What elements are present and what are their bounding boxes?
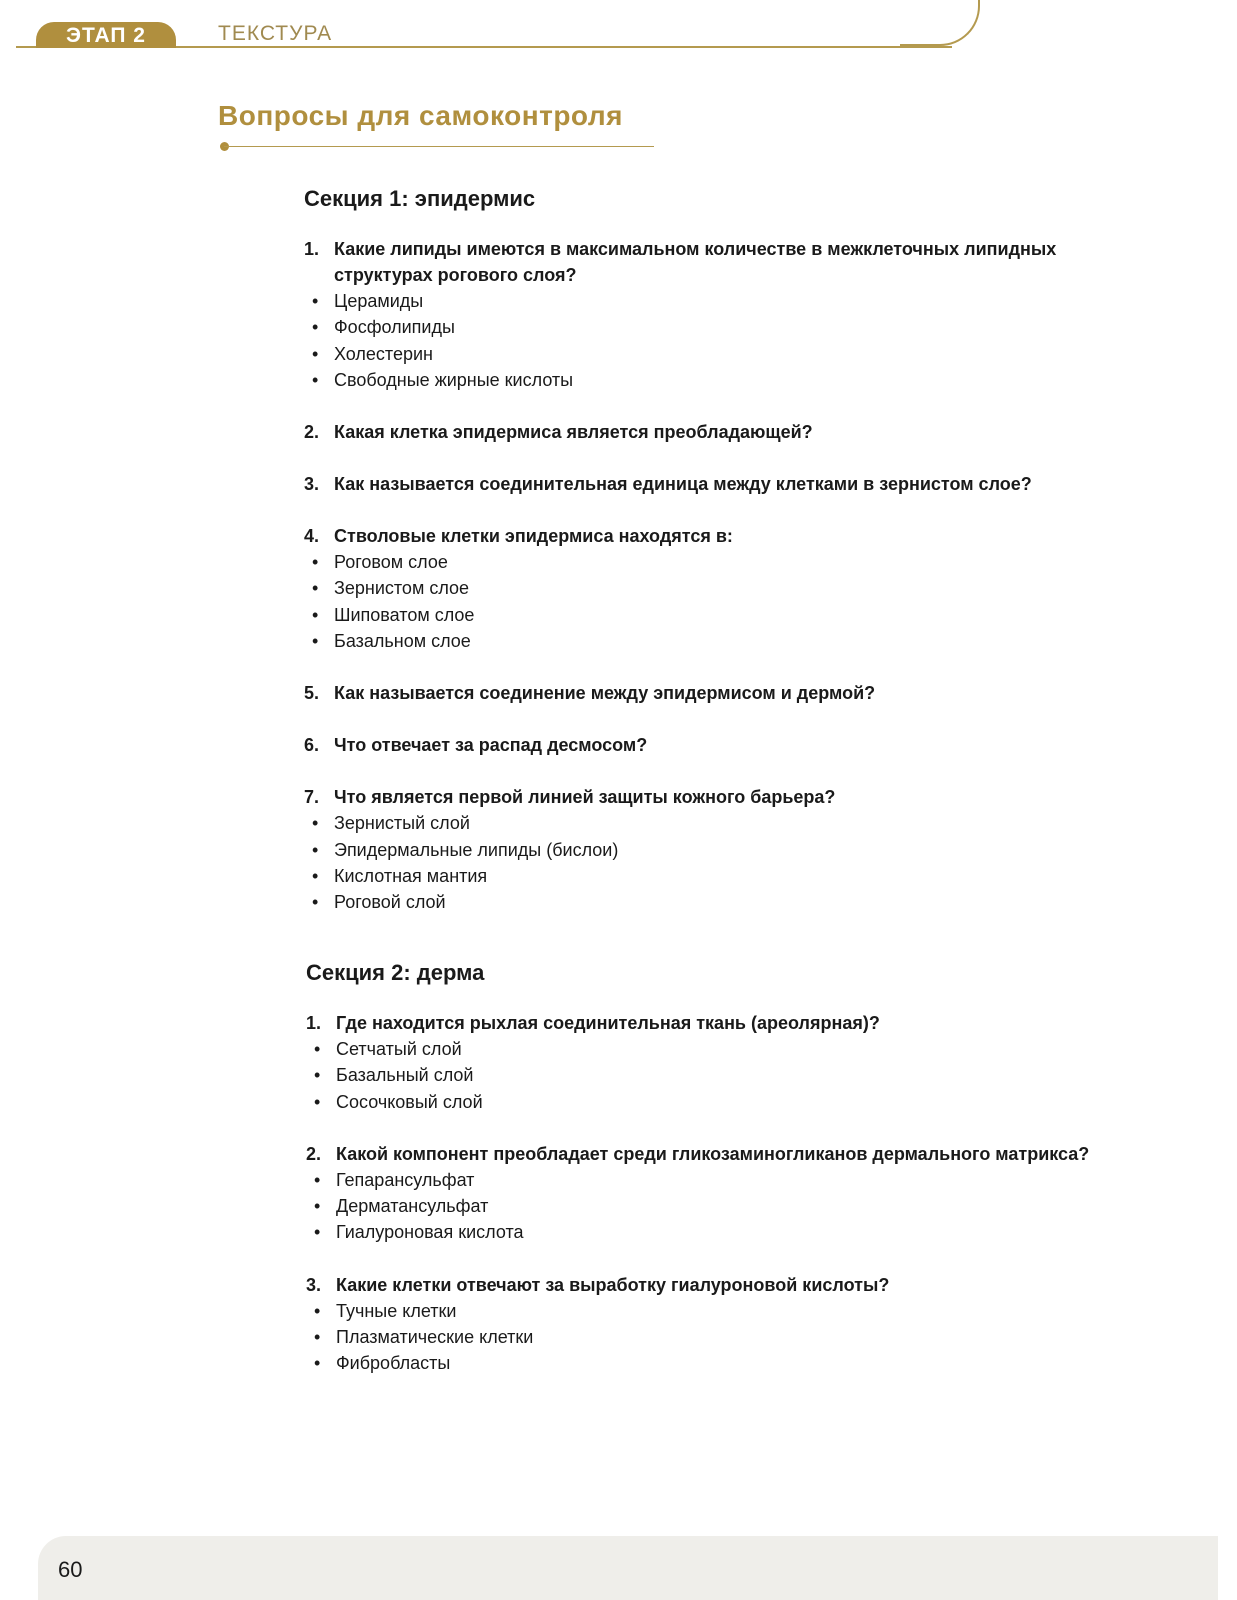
option-item: • Эпидермальные липиды (бислои) <box>312 839 619 860</box>
question-number: 3. <box>304 474 320 495</box>
page-number: 60 <box>58 1557 83 1582</box>
question-number: 5. <box>304 683 320 704</box>
option-list <box>306 1036 1126 1115</box>
question-number: 2. <box>306 1143 322 1164</box>
option-item: • Холестерин <box>312 343 433 364</box>
question-number: 6. <box>304 735 320 756</box>
question-text: Стволовые клетки эпидермиса находятся в: <box>334 526 733 547</box>
section-2 <box>306 958 1126 1377</box>
header-corner-curve <box>900 0 980 46</box>
section-heading: Секция 2: дерма <box>306 960 485 985</box>
option-item: • Свободные жирные кислоты <box>312 369 574 390</box>
option-item: • Базальном слое <box>312 631 471 652</box>
question-text: Какая клетка эпидермиса является преобладающей? <box>334 422 813 443</box>
question-1-3 <box>304 471 1124 497</box>
option-item: • Зернистом слое <box>312 578 470 599</box>
question-text: Какой компонент преобладает среди гликозаминогликанов дермального матрикса? <box>336 1143 1090 1164</box>
option-item: • Сосочковый слой <box>314 1091 483 1112</box>
question-text: Что является первой линией защиты кожного барьера? <box>334 787 836 808</box>
option-item: • Фибробласты <box>314 1353 451 1374</box>
question-number: 3. <box>306 1274 322 1295</box>
question-2-3 <box>306 1272 1126 1377</box>
question-1-2 <box>304 419 1124 445</box>
question-1-1 <box>304 236 1124 393</box>
question-number: 4. <box>304 526 320 547</box>
option-item: • Фосфолипиды <box>312 317 455 338</box>
question-text: Где находится рыхлая соединительная ткань (ареолярная)? <box>336 1013 880 1033</box>
question-1-4 <box>304 523 1124 654</box>
stage-tab: ЭТАП 2 <box>36 22 176 48</box>
option-item: • Гиалуроновая кислота <box>314 1222 524 1243</box>
option-item: • Роговой слой <box>312 892 446 913</box>
title-underline <box>224 146 654 147</box>
option-item: • Дерматансульфат <box>314 1196 489 1217</box>
option-list <box>304 810 1124 915</box>
option-item: • Сетчатый слой <box>314 1039 462 1059</box>
option-item: • Кислотная мантия <box>312 865 488 886</box>
question-number: 1. <box>304 239 320 259</box>
section-1 <box>304 184 1124 916</box>
option-item: • Роговом слое <box>312 552 448 573</box>
question-1-7 <box>304 784 1124 915</box>
question-1-6 <box>304 732 1124 758</box>
option-list <box>304 288 1124 393</box>
question-text: Как называется соединительная единица между клетками в зернистом слое? <box>334 474 1032 495</box>
question-number: 7. <box>304 787 320 808</box>
question-1-5 <box>304 680 1124 706</box>
question-number: 2. <box>304 422 320 443</box>
option-list <box>306 1167 1126 1246</box>
question-text: Какие клетки отвечают за выработку гиалуроновой кислоты? <box>336 1274 890 1295</box>
option-list <box>304 549 1124 654</box>
question-2-2 <box>306 1141 1126 1246</box>
option-item: • Плазматические клетки <box>314 1327 534 1348</box>
question-text: Как называется соединение между эпидермисом и дермой? <box>334 683 876 704</box>
question-2-1 <box>306 1010 1126 1115</box>
question-text: Какие липиды имеются в максимальном количестве в межклеточных липидных структурах рогового слоя? <box>334 239 1057 285</box>
question-number: 1. <box>306 1013 322 1033</box>
option-item: • Зернистый слой <box>312 813 470 834</box>
section-heading: Секция 1: эпидермис <box>304 186 536 211</box>
option-item: • Тучные клетки <box>314 1300 457 1321</box>
question-text: Что отвечает за распад десмосом? <box>334 735 648 756</box>
page-title: Вопросы для самоконтроля <box>218 100 623 131</box>
option-item: • Базальный слой <box>314 1065 474 1086</box>
option-list <box>306 1298 1126 1377</box>
footer-band <box>38 1536 1218 1600</box>
chapter-label: ТЕКСТУРА <box>218 22 333 45</box>
option-item: • Церамиды <box>312 291 424 311</box>
option-item: • Гепарансульфат <box>314 1169 475 1190</box>
option-item: • Шиповатом слое <box>312 604 475 625</box>
